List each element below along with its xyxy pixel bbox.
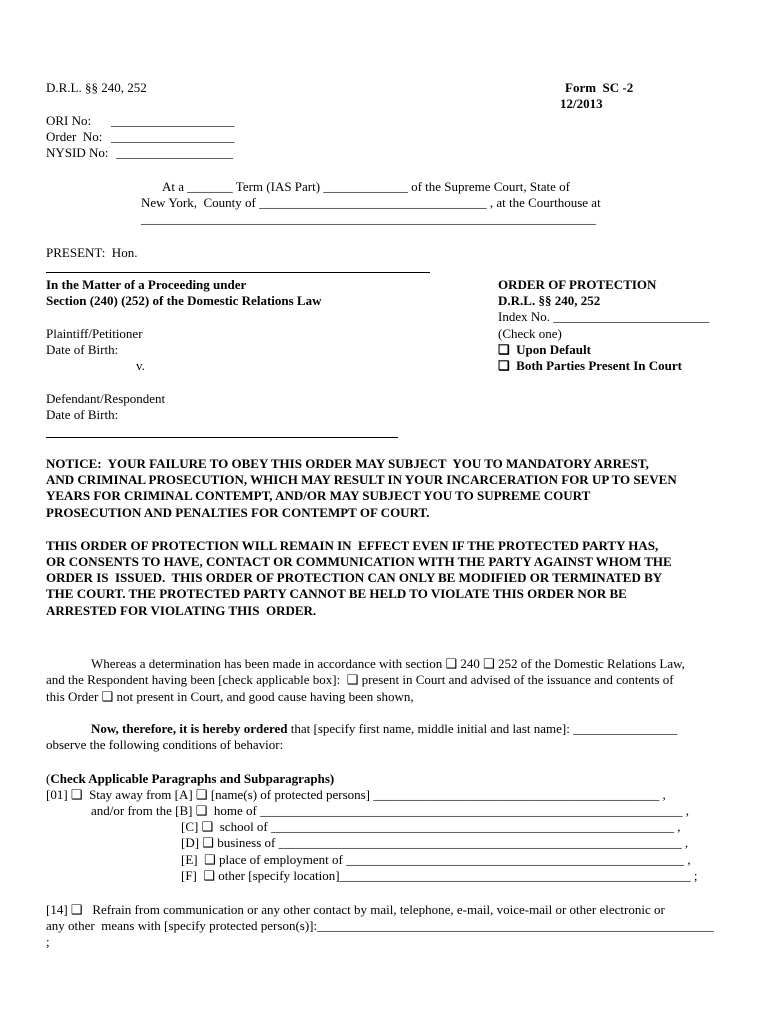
ordered-rest[interactable]: that [specify first name, middle initial and last name]: ________________ — [287, 721, 678, 736]
order-title: ORDER OF PROTECTION — [498, 277, 657, 292]
upon-default-checkbox[interactable]: ❑ Upon Default — [498, 342, 591, 357]
form-id: Form SC -2 — [565, 80, 634, 95]
ordered-bold: Now, therefore, it is hereby ordered — [91, 721, 288, 736]
ordered-line-2: observe the following conditions of behavior: — [46, 737, 284, 752]
paragraph-01-home[interactable]: and/or from the [B] ❑ home of _________________________________________________________________ , — [91, 803, 690, 818]
effect-line: ARRESTED FOR VIOLATING THIS ORDER. — [46, 603, 317, 618]
matter-line-1: In the Matter of a Proceeding under — [46, 277, 247, 292]
heading-text: Check Applicable Paragraphs and Subparagraphs) — [50, 771, 335, 786]
effect-line: OR CONSENTS TO HAVE, CONTACT OR COMMUNICATION WITH THE PARTY AGAINST WHOM THE — [46, 554, 672, 569]
nysid-label: NYSID No: — [46, 145, 109, 160]
paragraph-14-end: ; — [46, 934, 50, 949]
courthouse-line: ______________________________________________________________________ — [141, 211, 596, 226]
nysid-field[interactable]: __________________ — [116, 145, 233, 160]
plaintiff-dob: Date of Birth: — [46, 342, 119, 357]
paragraph-01-employment[interactable]: [E] ❑ place of employment of ____________________________________________________ , — [181, 852, 691, 867]
notice-line: PROSECUTION AND PENALTIES FOR CONTEMPT OF COURT. — [46, 505, 430, 520]
caption-bottom-rule — [46, 437, 398, 438]
defendant-label: Defendant/Respondent — [46, 391, 166, 406]
effect-line: ORDER IS ISSUED. THIS ORDER OF PROTECTION CAN ONLY BE MODIFIED OR TERMINATED BY — [46, 570, 663, 585]
whereas-line: and the Respondent having been [check applicable box]: ❑ present in Court and advised of the issuance and contents of — [46, 672, 674, 687]
order-no-label: Order No: — [46, 129, 103, 144]
notice-line: NOTICE: YOUR FAILURE TO OBEY THIS ORDER MAY SUBJECT YOU TO MANDATORY ARREST, — [46, 456, 649, 471]
whereas-line: this Order ❑ not present in Court, and good cause having been shown, — [46, 689, 414, 704]
caption-top-rule — [46, 272, 430, 273]
present-judge: PRESENT: Hon. — [46, 245, 138, 260]
ori-label: ORI No: — [46, 113, 92, 128]
defendant-dob: Date of Birth: — [46, 407, 119, 422]
paragraphs-heading — [46, 771, 334, 787]
paragraph-14-line-2[interactable]: any other means with [specify protected person(s)]:_____________________________________________________________ — [46, 918, 714, 933]
paragraph-14[interactable]: [14] ❑ Refrain from communication or any other contact by mail, telephone, e-mail, voice-mail or other electronic or — [46, 902, 665, 917]
heading-paren: ( — [46, 771, 51, 786]
statute-reference: D.R.L. §§ 240, 252 — [46, 80, 147, 95]
order-statute: D.R.L. §§ 240, 252 — [498, 293, 601, 308]
both-parties-checkbox[interactable]: ❑ Both Parties Present In Court — [498, 358, 683, 373]
paragraph-01[interactable]: [01] ❑ Stay away from [A] ❑ [name(s) of protected persons] ____________________________________________ , — [46, 787, 666, 802]
index-number[interactable]: Index No. ________________________ — [498, 309, 710, 324]
notice-line: AND CRIMINAL PROSECUTION, WHICH MAY RESULT IN YOUR INCARCERATION FOR UP TO SEVEN — [46, 472, 677, 487]
plaintiff-label: Plaintiff/Petitioner — [46, 326, 143, 341]
court-term-line: At a _______ Term (IAS Part) _____________ of the Supreme Court, State of — [162, 179, 570, 194]
ori-field[interactable]: ___________________ — [111, 113, 235, 128]
check-one-label: (Check one) — [498, 326, 562, 341]
form-date: 12/2013 — [560, 96, 603, 111]
versus: v. — [136, 358, 145, 373]
order-no-field[interactable]: ___________________ — [111, 129, 235, 144]
effect-line: THIS ORDER OF PROTECTION WILL REMAIN IN EFFECT EVEN IF THE PROTECTED PARTY HAS, — [46, 538, 659, 553]
court-county-line: New York, County of ___________________________________ , at the Courthouse at — [141, 195, 601, 210]
effect-line: THE COURT. THE PROTECTED PARTY CANNOT BE HELD TO VIOLATE THIS ORDER NOR BE — [46, 586, 627, 601]
whereas-line: Whereas a determination has been made in accordance with section ❑ 240 ❑ 252 of the Domestic Relations Law, — [91, 656, 685, 671]
paragraph-01-school[interactable]: [C] ❑ school of ______________________________________________________________ , — [181, 819, 681, 834]
paragraph-01-other[interactable]: [F] ❑ other [specify location]______________________________________________________ ; — [181, 868, 698, 883]
notice-line: YEARS FOR CRIMINAL CONTEMPT, AND/OR MAY SUBJECT YOU TO SUPREME COURT — [46, 488, 591, 503]
matter-line-2: Section (240) (252) of the Domestic Relations Law — [46, 293, 322, 308]
paragraph-01-business[interactable]: [D] ❑ business of ______________________________________________________________ , — [181, 835, 689, 850]
ordered-clause — [91, 721, 677, 737]
